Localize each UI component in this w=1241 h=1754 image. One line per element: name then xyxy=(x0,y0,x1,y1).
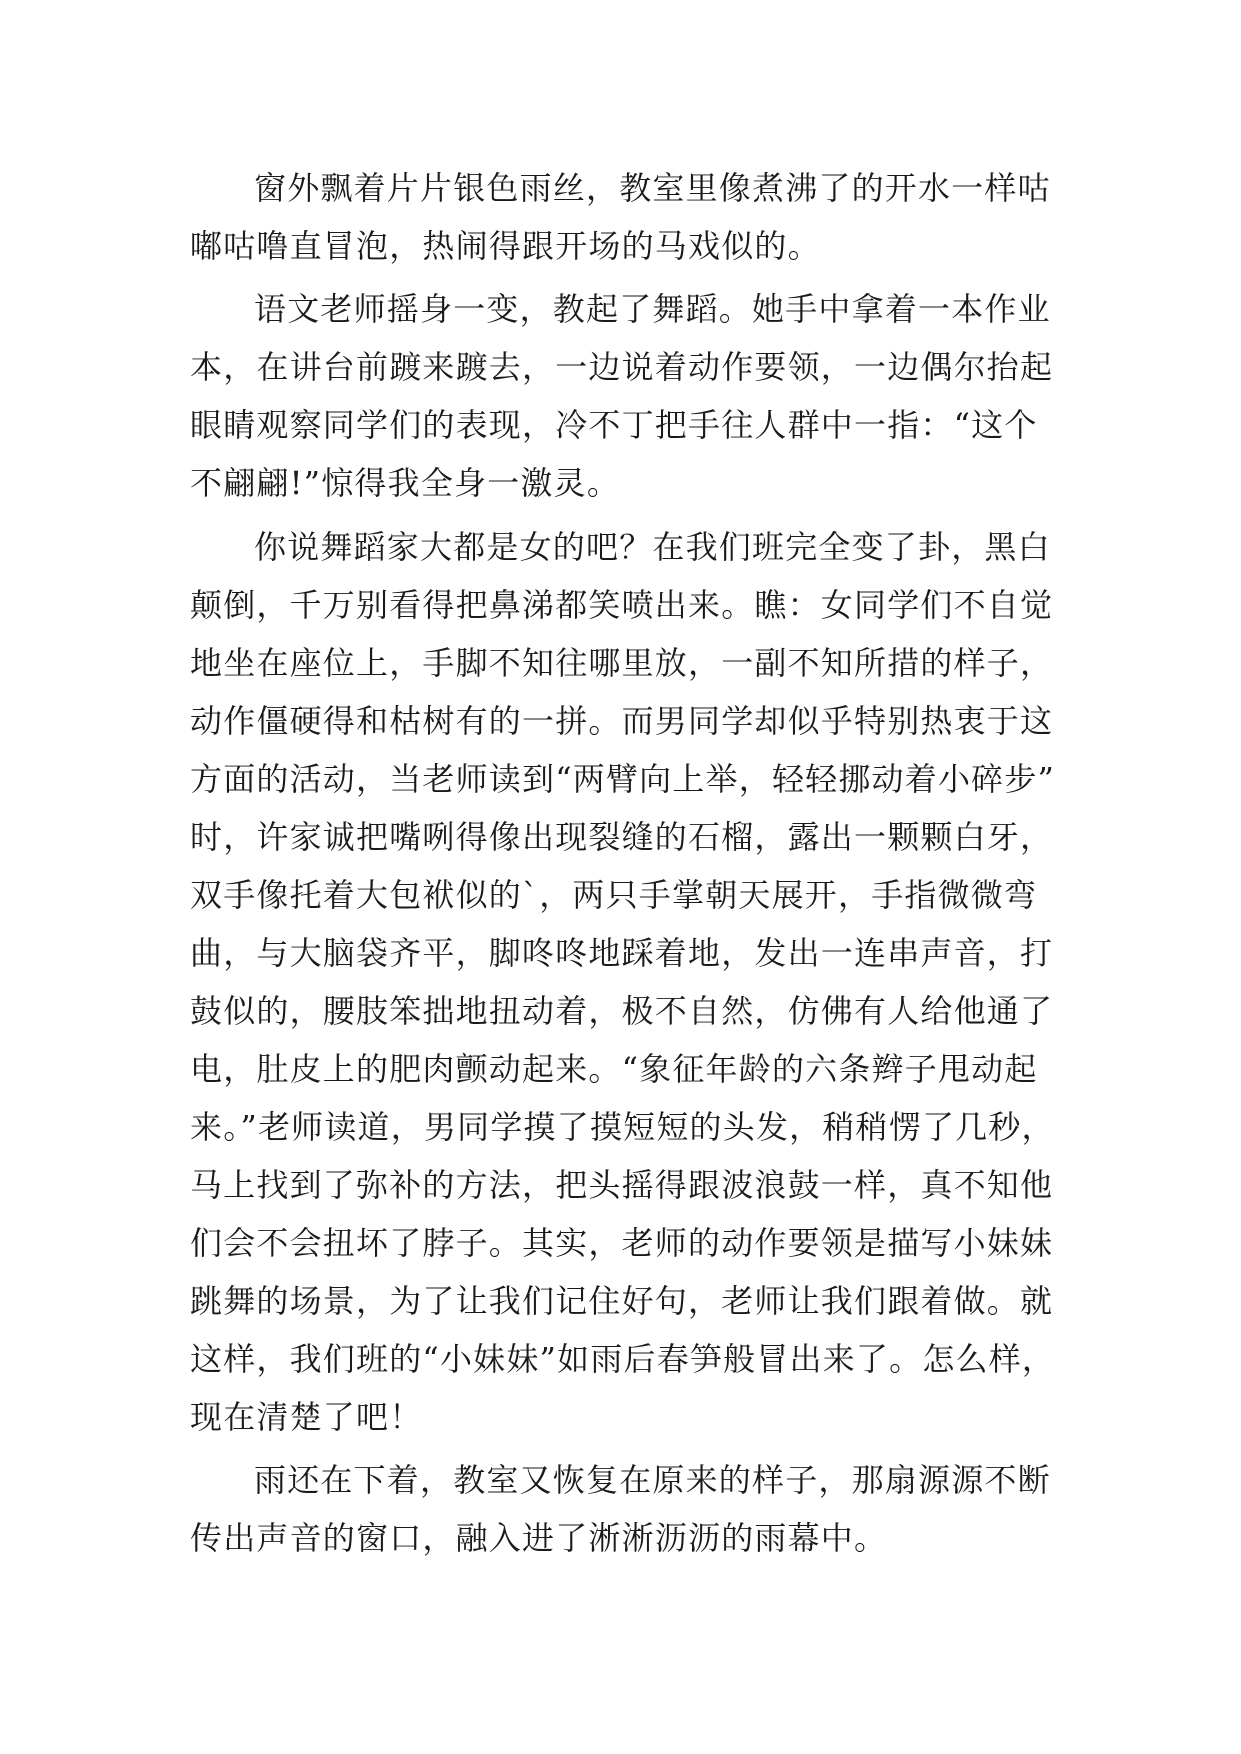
paragraph-4-line-2: 传出声音的窗口，融入进了淅淅沥沥的雨幕中。 xyxy=(190,1519,888,1557)
paragraph-2-line-4: 不翩翩!”惊得我全身一激灵。 xyxy=(190,464,621,502)
paragraph-3-line-9: 鼓似的，腰肢笨拙地扭动着，极不自然，仿佛有人给他通了 xyxy=(190,992,1054,1030)
paragraph-2-line-1: 语文老师摇身一变，教起了舞蹈。她手中拿着一本作业 xyxy=(254,290,1051,328)
paragraph-3-line-15: 这样，我们班的“小妹妹”如雨后春笋般冒出来了。怎么样， xyxy=(190,1340,1056,1378)
paragraph-3-line-3: 地坐在座位上，手脚不知往哪里放，一副不知所措的样子， xyxy=(190,644,1054,682)
paragraph-3-line-8: 曲，与大脑袋齐平，脚咚咚地踩着地，发出一连串声音，打 xyxy=(190,934,1054,972)
paragraph-2-line-3: 眼睛观察同学们的表现，冷不丁把手往人群中一指：“这个 xyxy=(190,406,1038,444)
paragraph-3-line-2: 颠倒，千万别看得把鼻涕都笑喷出来。瞧：女同学们不自觉 xyxy=(190,586,1054,624)
paragraph-3-line-10: 电，肚皮上的肥肉颤动起来。“象征年龄的六条辫子甩动起 xyxy=(190,1050,1038,1088)
paragraph-3-line-6: 时，许家诚把嘴咧得像出现裂缝的石榴，露出一颗颗白牙， xyxy=(190,818,1054,856)
paragraph-1-line-2: 嘟咕噜直冒泡，热闹得跟开场的马戏似的。 xyxy=(190,227,821,265)
paragraph-3-line-12: 马上找到了弥补的方法，把头摇得跟波浪鼓一样，真不知他 xyxy=(190,1166,1054,1204)
paragraph-3-line-5: 方面的活动，当老师读到“两臂向上举，轻轻挪动着小碎步” xyxy=(190,760,1056,798)
paragraph-3-line-13: 们会不会扭坏了脖子。其实，老师的动作要领是描写小妹妹 xyxy=(190,1224,1054,1262)
paragraph-2-line-2: 本，在讲台前踱来踱去，一边说着动作要领，一边偶尔抬起 xyxy=(190,348,1054,386)
paragraph-3-line-7: 双手像托着大包袱似的`，两只手掌朝天展开，手指微微弯 xyxy=(190,876,1038,914)
paragraph-1-line-1: 窗外飘着片片银色雨丝，教室里像煮沸了的开水一样咕 xyxy=(254,169,1051,207)
paragraph-3-line-4: 动作僵硬得和枯树有的一拼。而男同学却似乎特别热衷于这 xyxy=(190,702,1054,740)
paragraph-3-line-16: 现在清楚了吧！ xyxy=(190,1398,423,1436)
paragraph-4-line-1: 雨还在下着，教室又恢复在原来的样子，那扇源源不断 xyxy=(254,1461,1051,1499)
paragraph-3-line-1: 你说舞蹈家大都是女的吧？在我们班完全变了卦，黑白 xyxy=(254,528,1051,566)
paragraph-3-line-14: 跳舞的场景，为了让我们记住好句，老师让我们跟着做。就 xyxy=(190,1282,1054,1320)
paragraph-3-line-11: 来。”老师读道，男同学摸了摸短短的头发，稍稍愣了几秒， xyxy=(190,1108,1055,1146)
